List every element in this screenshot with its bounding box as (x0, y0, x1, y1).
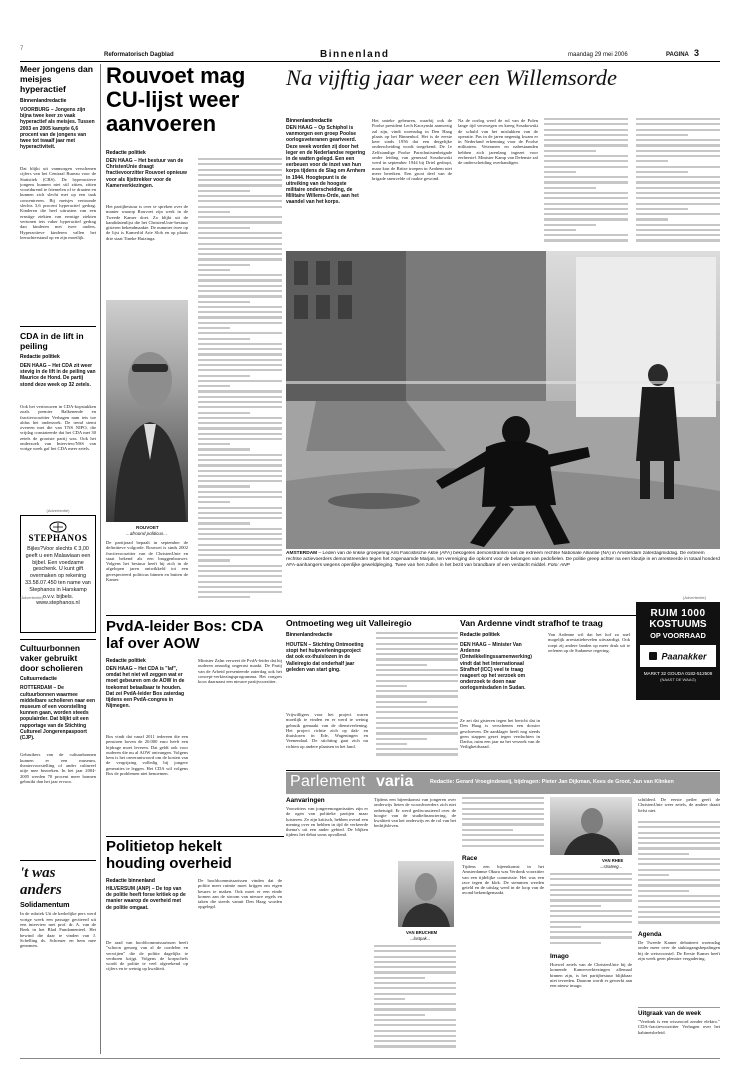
ardenne-body: Ze zei dat gisteren tegen het bericht dat in Den Haag is verschenen een dossier geschreven. De aanklager heeft nog steeds geen stappen gezet tegen verdachten in Darfur, ruim een jaar na het verzoek van de Veiligheidsraad. (460, 718, 540, 750)
parlement-header (286, 772, 720, 794)
sidebar-cda-intro: DEN HAAG – Het CDA zit weer stevig in de lift in de peiling van Maurice de Hond. De partij stond deze week op 32 zetels. (20, 363, 96, 388)
ruim-ad-brand: Paanakker (661, 651, 707, 662)
ardenne-article (460, 618, 630, 766)
ruim-ad (636, 602, 720, 700)
parlement-photo-a-caption: ...lastpak... (410, 936, 431, 941)
advertentie-label-right: (Advertentie) (683, 595, 706, 600)
header-page-number: 7 (20, 46, 24, 52)
sidebar-cultuur-title: Cultuurbonnen vaker gebruikt door scholieren (20, 643, 83, 673)
rouvoet-body: Het partijbestuur is over te spreken over de manier waarop Rouvoet zijn werk in de Tweede Kamer doet. Zo blijkt uit de kandidatenlijst die het ChristenUnie-bestuur gisteren bekendmaakte. De nummer twee op de lijst is Kamerlid Arie Slob en op plaats drie staat Tineke Huizinga. (106, 204, 188, 241)
rouvoet-kicker: Redactie politiek (106, 150, 146, 156)
politietop-lede: HILVERSUM (ANP) – De top van de politie heeft forse kritiek op de manier waarop de overheid met de politie omgaat. (106, 886, 186, 911)
header-page-label: PAGINA (666, 52, 689, 58)
header-date: maandag 29 mei 2006 (568, 52, 628, 58)
header-page-num: 3 (694, 48, 700, 58)
sidebar-lead-title: Meer jongens dan meisjes hyperactief (20, 64, 94, 94)
parlement-col1-sub: Aanvaringen (286, 797, 325, 804)
news-photo (286, 251, 720, 549)
parlement-col4-body: Hoewel zetels van de ChristenUnie bij de komende Kamerverkiezingen allemaal binnen zijn, is het partijbestuur blijkbaar niet tevreden. Daarom wordt er gewerkt aan een nieuw imago. (550, 962, 632, 989)
rouvoet-photo (106, 300, 188, 522)
sidebar-lead-intro: VOORBURG – Jongens zijn bijna twee keer zo vaak hyperactief als meisjes. Tussen 2003 en 2005 kampte 6,6 procent van de jongens van twee tot twaalf jaar met hyperactiviteit. (20, 107, 95, 151)
ardenne-kicker: Redactie politiek (460, 632, 500, 638)
sidebar-cultuur-intro: ROTTERDAM – De cultuurbonnen waarmee middelbare scholieren naar een museum of een voorstelling kunnen gaan, worden steeds populairder. Dat blijkt uit een rapportage van de Stichting Cultureel Jongerenpaspoort (CJP). (20, 685, 96, 742)
bos-kicker: Redactie politiek (106, 658, 146, 664)
stephanos-logo-icon (48, 519, 68, 533)
parlement-col5-sub: Agenda (638, 931, 662, 938)
caption-credit: Foto: ANP (547, 563, 570, 569)
sidebar-cultuur-body: Gebruikers van de cultuurbonnen kunnen er een museum, theatervoorstelling of ander cultureel uitje mee bezoeken. In het jaar 2004-2005 werden 70 procent meer bonnen gebruikt dan het jaar ervoor. (20, 752, 96, 784)
ruim-ad-line3: OP VOORRAAD (650, 631, 706, 640)
bos-lede: DEN HAAG – Het CDA is "laf", omdat het niet wil zeggen wat er moet gebeuren om de AOW in de toekomst betaalbaar te houden. Dat zei PvdA-leider Bos zaterdag tijdens een PvdA-congres in Nijmegen. (106, 666, 185, 710)
ruim-ad-line2: KOSTUUMS (649, 619, 707, 630)
sidebar-lead-kicker: Binnenlandredactie (20, 98, 67, 104)
bos-article (106, 618, 284, 832)
uitgraak-body: "Verdonk is een wisseoord zonder elektro." CDA-fractievoorzitter Verhagen over het kabinetsbeleid. (638, 1019, 720, 1035)
ardenne-body-2: Van Ardenne wil dat het hof zo snel mogelijk arrestatiebevelen uitvaardigt. Ook roept zij andere landen op meer druk uit te oefenen op de Sudanese regering. (548, 632, 630, 653)
anders-title: Solidamentum (20, 900, 70, 910)
rouvoet-photo-caption: ...afroond politicus... (126, 531, 168, 536)
politietop-body: De raad van hoofdcommissarissen heeft "schoon genoeg van al de oordelen en verwijten" die de politie dagelijks te verduren krijgt. Volgens de korpschefs wordt de politie te veel afgerekend op cijfers en te weinig op kwaliteit. (106, 940, 188, 972)
politietop-title: Politietop hekelt houding overheid (106, 838, 232, 872)
rouvoet-title: Rouvoet mag CU-lijst weer aanvoeren (106, 63, 246, 136)
valleiregio-body: Vrijwilligers voor het project waren moeilijk te vinden en er werd te weinig gebruik gemaakt van de dienstverlening. Het project richtte zich op dak- en thuislozen in Ede, Wageningen en Veenendaal. De stichting gaat zich nu richten op andere plaatsen in het land. (286, 712, 368, 749)
paanakker-logo-icon (649, 652, 657, 660)
valleiregio-title: Ontmoeting weg uit Valleiregio (286, 618, 412, 628)
news-photo-caption (286, 551, 720, 579)
page-header (0, 0, 738, 60)
parlement-col3-body: Tijdens een bijeenkomst in het Amsterdamse Okura was Verdonk voorzitter van een tijdelijke commissie. Het was een race tegen de klok. De stemmen werden geteld en de uitslag werd in de loop van de avond bekendgemaakt. (462, 864, 544, 896)
willemsorde-article (286, 64, 720, 249)
header-section: Binnenland (320, 49, 390, 60)
sidebar-lead-body: Dat blijkt uit vanmorgen verschenen cijfers van het Centraal Bureau voor de Statistiek (CBS). De hyperactieve jongens kunnen niet stil zitten, zitten voortdurend te friemelen of te draaien en kunnen zich slecht met op een taak concentreren. Bij meisjes vertoonde slechts 3,6 procent hyperactief gedrag. Kinderen die heel uitrusten van een ernstige ziekten van ernstige ziekten vertonen iets vaker hyperactief gedrag dan kinderen met twee ouders. Hyperactieve kinderen vallen het leerachterstand op en zijn moeilijk. (20, 166, 96, 240)
valleiregio-kicker: Binnenlandredactie (286, 632, 333, 638)
sidebar-cda-title: CDA in de lift in peiling (20, 331, 84, 351)
parlement-photo-a (398, 861, 454, 927)
rouvoet-body-2: De partijraad bepaalt in september de definitieve volgorde. Rouvoet is sinds 2002 fractievoorzitter van de ChristenUnie en staat bekend als een bruggenbouwer. Volgens het bestuur heeft hij zich in de afgelopen jaren ontwikkeld tot een gerespecteerd politicus binnen en buiten de Kamer. (106, 540, 188, 583)
parlement-col4-sub: Imago (550, 953, 569, 960)
sidebar-ad (20, 515, 96, 633)
valleiregio-article (286, 618, 458, 766)
rouvoet-portrait-icon (106, 300, 188, 522)
anders-body: In de rubriek Uit de kerkelijke pers werd vorige week een passage geciteerd uit een interview met prof. dr. A. van de Beek in het Blad Fundamenteel. Het bewind die daar te vinden van J. Schelling ds. Schreuer en hem mee genomen. (20, 911, 96, 949)
willemsorde-title: Na vijftig jaar weer een Willemsorde (286, 65, 617, 90)
rouvoet-photo-name: ROUVOET (136, 525, 159, 530)
parlement-photo-b (550, 797, 632, 855)
valleiregio-lede: HOUTEN – Stichting Ontmoeting stopt het hulpverleningsproject dat ook ex-thuislozen in de Valleiregio dat onderhalf jaar geleden van start ging. (286, 642, 364, 673)
ardenne-title: Van Ardenne vindt strafhof te traag (460, 618, 603, 628)
parlement-title-a: Parlement (290, 773, 366, 790)
parlement-col3-sub: Race (462, 855, 478, 862)
ad-text: Bijles?Voor slechts € 3,00 geeft u een Malawiaan een bijbel. Een voedzame geschenk. U kunt gift overmaken op rekening 33.58.07.450 ten name van Stephanos in Harskamp o.v.v. bijbels. www.stephanos.nl (25, 546, 91, 607)
parlement-col5-body-2: De Tweede Kamer debatteert woensdag onder meer over de stuktogangsbepalingen bij de wetsvoorstel. De Eerste Kamer heeft zijn week geen plenaire vergadering. (638, 940, 720, 961)
van-rhee-portrait-icon (550, 797, 632, 855)
willemsorde-kicker: Binnenlandredactie (286, 118, 333, 124)
sidebar-cda-body: Ook het vertrouwen in CDA-kopstukken zoals premier Balkenende en fractievoorzitter Verhagen nam iets toe aldus het onderzoek. De trend stemt overeen met die van TNS NIPO, die vrijdag constateerde dat het CDA met 30 zetels de grootste partij was. Ook het onderzoek van Interview/NSS van vorige week gaf het CDA meer zetels. (20, 404, 96, 452)
sidebar-cultuur-kicker: Cultuurredactie (20, 676, 57, 683)
parlement-col2-body: Tijdens een bijeenkomst van jongeren over onderwijs lieten de woordvoerders zich niet onbetuigd. Er werd gediscussieerd over de hoogte van de studiefinanciering, de kwaliteit van het onderwijs en de rol van het bedrijfsleven. (374, 797, 456, 829)
willemsorde-lede: DEN HAAG – Op Schiphol is vanmorgen een groep Poolse oorlogsveteranen geariveerd. Deze week worden zij door het leger en de Nederlandse regering in de watten gelegd. Een een eerbeuen voor de inzet van hun korps tijdens de Slag om Arnhem in 1944. Hoogtepunt is de uitreiking van de hoogste militaire onderscheiding, de Militaire Willems-Orde, aan het vaandel van het korps. (286, 125, 366, 206)
ardenne-lede: DEN HAAG – Minister Van Ardenne (Ontwikkelingssamenwerking) vindt dat het Internationaal Strafhof (ICC) veel te traag reageert op het verzoek om onderzoek te doen naar oorlogsmisdaden in Sudan. (460, 642, 532, 692)
politietop-body-2: De hoofdcommissarissen vinden dat de politie meer ruimte moet krijgen om eigen keuzes te maken. Ook moet er een einde komen aan de stroom van nieuwe regels en taken die steeds vanuit Den Haag worden opgelegd. (198, 878, 282, 910)
sidebar (20, 64, 96, 1054)
willemsorde-body: Het unieke gebeuren, waarbij ook de Poolse president Lech Kaczynski aanwezig zal zijn, vindt woensdag in Den Haag plaats op het Binnenhof. Het is de eerste keer sinds 1956 dat een dergelijke onderscheiding wordt toegekend. De 1e Zelfstandige Poolse Parachutistenbrigade onder leiding van generaal Sosabowski werd in september 1944 bij Driel gedropt, maar kon de Britse troepen in Arnhem niet meer bereiken. Een groot deel van de brigade sneuvelde of raakte gewond. (372, 118, 452, 182)
ruim-ad-line1: RUIM 1000 (650, 608, 706, 619)
bos-body-2: Minister Zalm verweet de PvdA-leider dat hij ouderen onnodig ongerust maakt. De Partij van de Arbeid presenteerde zaterdag ook het concept-verkiezingsprogramma. Het congres koos daarnaast een nieuwe partijvoorzitter. (198, 658, 282, 685)
rouvoet-article (106, 64, 284, 612)
caption-text: – Leden van de linkse groepering Anti Fascistische Aktie (AFA) bekogelen demonstranten van de extreem rechtse Nationale Alliantie (NA) in Amsterdam zaterdagmiddag. De extreem rechtse actievoerders demonstreerden tegen het zogenaamde Marjan, ten vereniging die opkomt voor de belangen van pedofielen. De politie greep achter na een kloutje in en arresteerde in totaal honderd AFA-aanhangers wegens openlijke geweldpleging. Twee van hen zullen in het bezit van brandbare of een verdacht middel. (286, 551, 720, 569)
sidebar-cda-kicker: Redactie politiek (20, 354, 60, 360)
ruim-ad-sub: (NAAST DE WAAG) (660, 677, 696, 682)
sidebar-ad-label: (Advertentie) (46, 508, 70, 513)
demonstration-photo-icon (286, 251, 720, 549)
parlement-col1-body: Voorzitters van jongerenorganisaties zijn er de ogen van politieke partijen maar luisteren. Ze zijn kritisch, hebben overal een mening over en hebben in tijd de verkeerde thema's uit een ander gebied. De blijken tijdens het debat soms opvallend. (286, 806, 368, 838)
bos-title: PvdA-leider Bos: CDA laf over AOW (106, 618, 263, 652)
bos-body: Bos vindt dat vanaf 2011 iedereen die een pensioen boven de 20.000 euro heeft een bijdrage moet leveren. Dat geldt ook voor ouderen die nu al AOW ontvangen. Volgens hem is het onverantwoord om de kosten van de vergrijzing volledig bij jongere generaties te leggen. Het CDA wil volgens Bos de problemen niet benoemen. (106, 734, 188, 777)
ruim-ad-address: MARKT 32 GOUDA 0182-512509 (643, 671, 713, 676)
parlement-photo-b-name: VAN RHEE (602, 858, 624, 863)
advertentie-label-left: (Advertentie) (20, 595, 43, 600)
van-bruchem-portrait-icon (398, 861, 454, 927)
ad-brand: STEPHANOS (28, 533, 88, 543)
willemsorde-body-2: Na de oorlog werd de rol van de Polen lange tijd verzwegen en kreeg Sosabowski de schuld van het mislukken van de operatie. Pas in de jaren negentig kwam er in Nederland erkenning voor de Poolse militairen. Veteranen en nabestaanden hebben zich jarenlang ingezet voor eerherstel. Minister Kamp van Defensie zal de onderscheiding overhandigen. (458, 118, 538, 166)
politietop-article (106, 838, 284, 1056)
parlement-col5-body: schilderd. De eerste peiler geeft de ChristenUnie weer zetels, de andere draait liefst niet. (638, 797, 720, 813)
parlement-title-b: varia (376, 773, 414, 790)
header-newspaper: Reformatorisch Dagblad (104, 52, 174, 58)
parlement-body (286, 797, 720, 1057)
uitgraak-sub: Uitgraak van de week (638, 1010, 701, 1017)
politietop-kicker: Redactie binnenland (106, 878, 155, 884)
caption-place: AMSTERDAM (286, 551, 318, 556)
parlement-credits: Redactie: Gerard Vroegindeweij, bijdragen: Pieter Jan Dijkman, Kees de Groot, Jan van Klinken (430, 779, 674, 785)
parlement-photo-b-caption: ...strateeg... (600, 864, 623, 869)
parlement-photo-a-name: VAN BRUCHEM (406, 930, 438, 935)
rouvoet-lede: DEN HAAG – Het bestuur van de ChristenUnie draagt fractievoorzitter Rouvoet opnieuw voor als lijsttrekker voor de Kamerverkiezingen. (106, 158, 187, 189)
anders-logo: 't was anders (20, 865, 62, 899)
